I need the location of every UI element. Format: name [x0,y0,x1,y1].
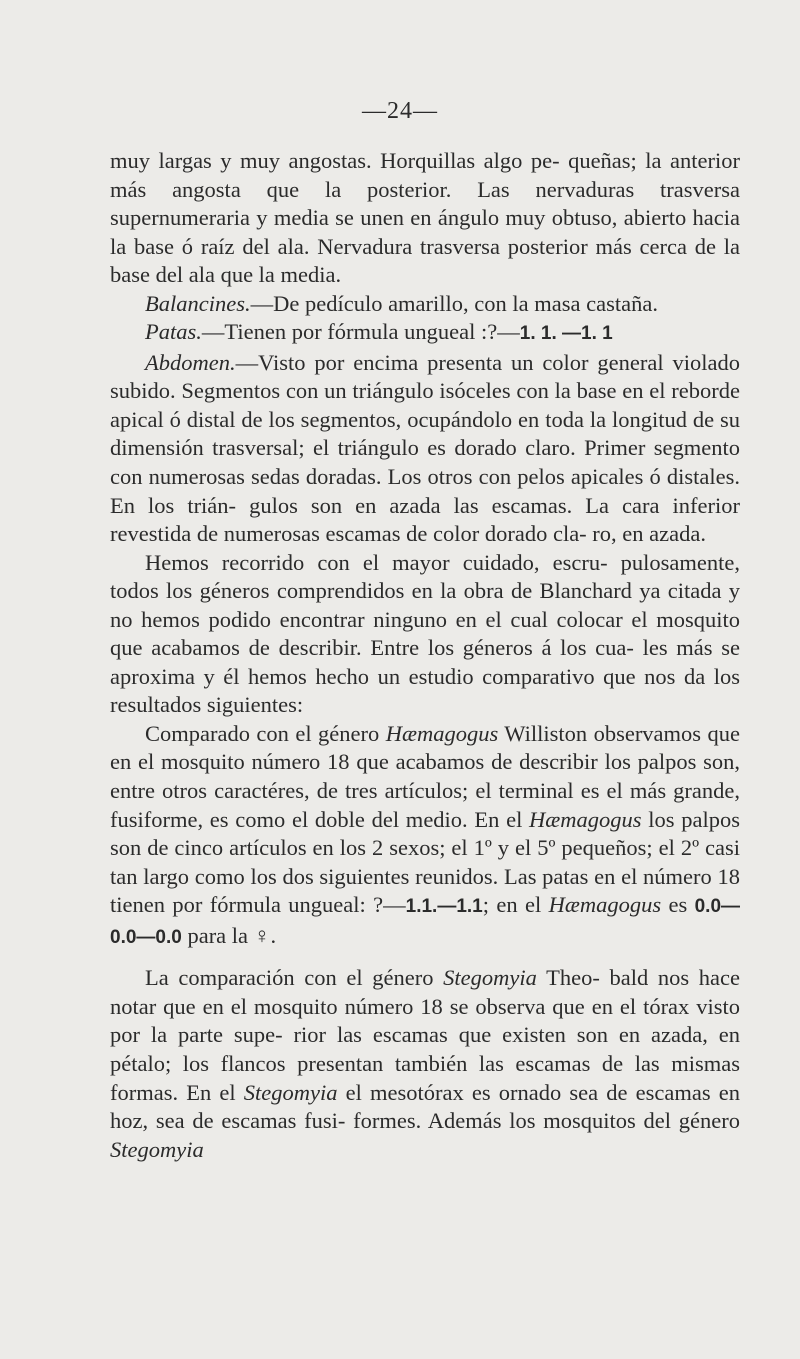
genus-name: Stegomyia [110,1136,204,1162]
paragraph-blanchard: Hemos recorrido con el mayor cuidado, escru- pulosamente, todos los géneros comprendidos en la obra de Blanchard ya citada y no hemos podido encontrar ninguno en el cual colocar el mosquito que acabamos de describir. Entre los géneros á los cua- les más se aproxima y él hemos hecho un estudio comparativo que nos da los resultados siguientes: [110,549,740,718]
text-segment: ; en el [482,892,549,918]
text-balancines: —De pedículo amarillo, con la masa castaña. [250,290,658,316]
paragraph-patas [110,318,740,349]
genus-name: Hæmagogus [548,892,662,918]
formula-haemagogus: 0.0—0.0—0.0 [110,896,741,948]
body-text [110,147,740,1164]
paragraph-gap [110,952,740,964]
text-segment: . [270,922,277,948]
formula-patas: 1. 1. —1. 1 [519,323,613,345]
formula-18: 1.1.—1.1 [405,896,483,918]
page-number: —24— [362,98,438,124]
text-segment: Williston observamos que en el mosquito número 18 que acabamos de describir los palpos son, entre otros caractéres, de tres artículos; el terminal es el más grande, fusiforme, es como el doble del medio. En el [110,720,740,832]
text-segment: Theo- bald nos hace notar que en el mosquito número 18 se observa que en el tórax visto por la parte supe- rior las escamas que existen son en azada, en pétalo; los flancos presentan también las escamas de las mismas formas. En el [110,965,740,1105]
text-segment: La comparación con el género [145,965,444,991]
paragraph-haemagogus [110,720,740,952]
text-segment: es [661,892,695,918]
heading-balancines: Balancines. [145,290,251,316]
paragraph-balancines [110,290,740,319]
text-segment: los palpos son de cinco artículos en los 2 sexos; el 1º y el 5º pequeños; el 2º casi tan largo como los dos siguientes reunidos. Las patas en el número 18 tienen por fórmula ungueal: ?— [110,806,740,918]
genus-name: Stegomyia [443,965,537,991]
text-segment: el mesotórax es ornado sea de escamas en hoz, sea de escamas fusi- formes. Además los mosquitos del género [110,1079,740,1134]
genus-name: Hæmagogus [385,720,499,746]
paragraph-abdomen [110,349,740,549]
text-abdomen: —Visto por encima presenta un color general violado subido. Segmentos con un triángulo isóceles con la base en el reborde apical ó distal de los segmentos, ocupándolo en toda la longitud de su dimensión trasversal; el triángulo es dorado claro. Primer segmento con numerosas sedas doradas. Los otros con pelos apicales ó distales. En los trián- gulos son en azada las escamas. La cara inferior revestida de numerosas escamas de color dorado cla- ro, en azada. [110,349,740,547]
heading-patas: Patas. [145,319,202,345]
text-patas: —Tienen por fórmula ungueal :?— [201,319,520,345]
female-symbol: ♀ [253,922,271,948]
heading-abdomen: Abdomen. [145,349,236,375]
text-segment: para la [181,922,254,948]
genus-name: Hæmagogus [529,806,642,832]
paragraph-wings: muy largas y muy angostas. Horquillas algo pe- queñas; la anterior más angosta que la posterior. Las nervaduras trasversa supernumeraria y media se unen en ángulo muy obtuso, abierto hacia la base ó raíz del ala. Nervadura trasversa posterior más cerca de la base del ala que la media. [110,148,740,288]
paragraph-stegomyia [110,964,740,1164]
genus-name: Stegomyia [243,1079,338,1105]
text-segment: Comparado con el género [145,720,386,746]
